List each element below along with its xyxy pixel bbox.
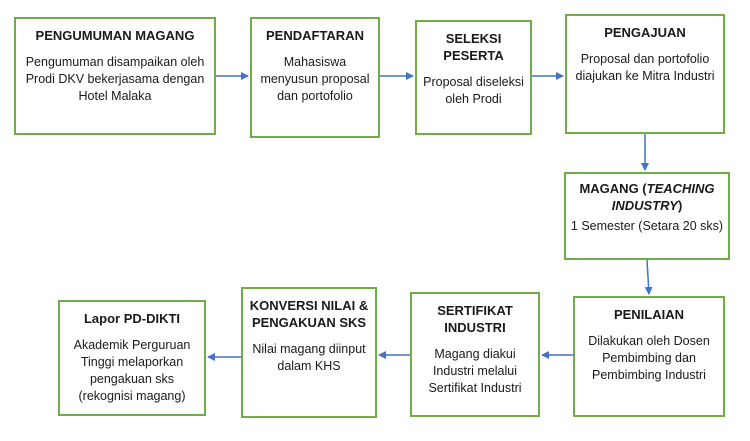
node-desc: Mahasiswa menyusun proposal dan portofolio [260, 55, 370, 103]
node-desc: Proposal dan portofolio diajukan ke Mitra Industri [575, 52, 715, 83]
title-suffix: ) [677, 198, 683, 213]
node-desc: Pengumuman disampaikan oleh Prodi DKV bekerjasama dengan Hotel Malaka [25, 55, 205, 103]
node-title: SELEKSI PESERTA [443, 31, 504, 63]
node-title: PENGUMUMAN MAGANG [35, 28, 195, 43]
node-desc: Dilakukan oleh Dosen Pembimbing dan Pembimbing Industri [588, 334, 710, 382]
node-title: PENILAIAN [613, 307, 685, 322]
node-desc: 1 Semester (Setara 20 sks) [570, 219, 724, 233]
title-italic: TEACHING INDUSTRY [611, 181, 715, 213]
node-desc: Akademik Perguruan Tinggi melaporkan pengakuan sks (rekognisi magang) [73, 338, 191, 403]
node-desc: Proposal diseleksi oleh Prodi [423, 75, 524, 106]
node-title: KONVERSI NILAI & PENGAKUAN SKS [249, 298, 369, 330]
arrow-magang-to-penilaian [647, 260, 649, 294]
node-title: SERTIFIKAT INDUSTRI [437, 303, 513, 335]
title-prefix: MAGANG ( [579, 181, 647, 196]
node-title: PENGAJUAN [604, 25, 686, 40]
node-desc: Nilai magang diinput dalam KHS [252, 342, 366, 373]
node-title: PENDAFTARAN [266, 28, 364, 43]
node-title: Lapor PD-DIKTI [83, 311, 181, 326]
node-desc: Magang diakui Industri melalui Sertifikat Industri [428, 347, 522, 395]
